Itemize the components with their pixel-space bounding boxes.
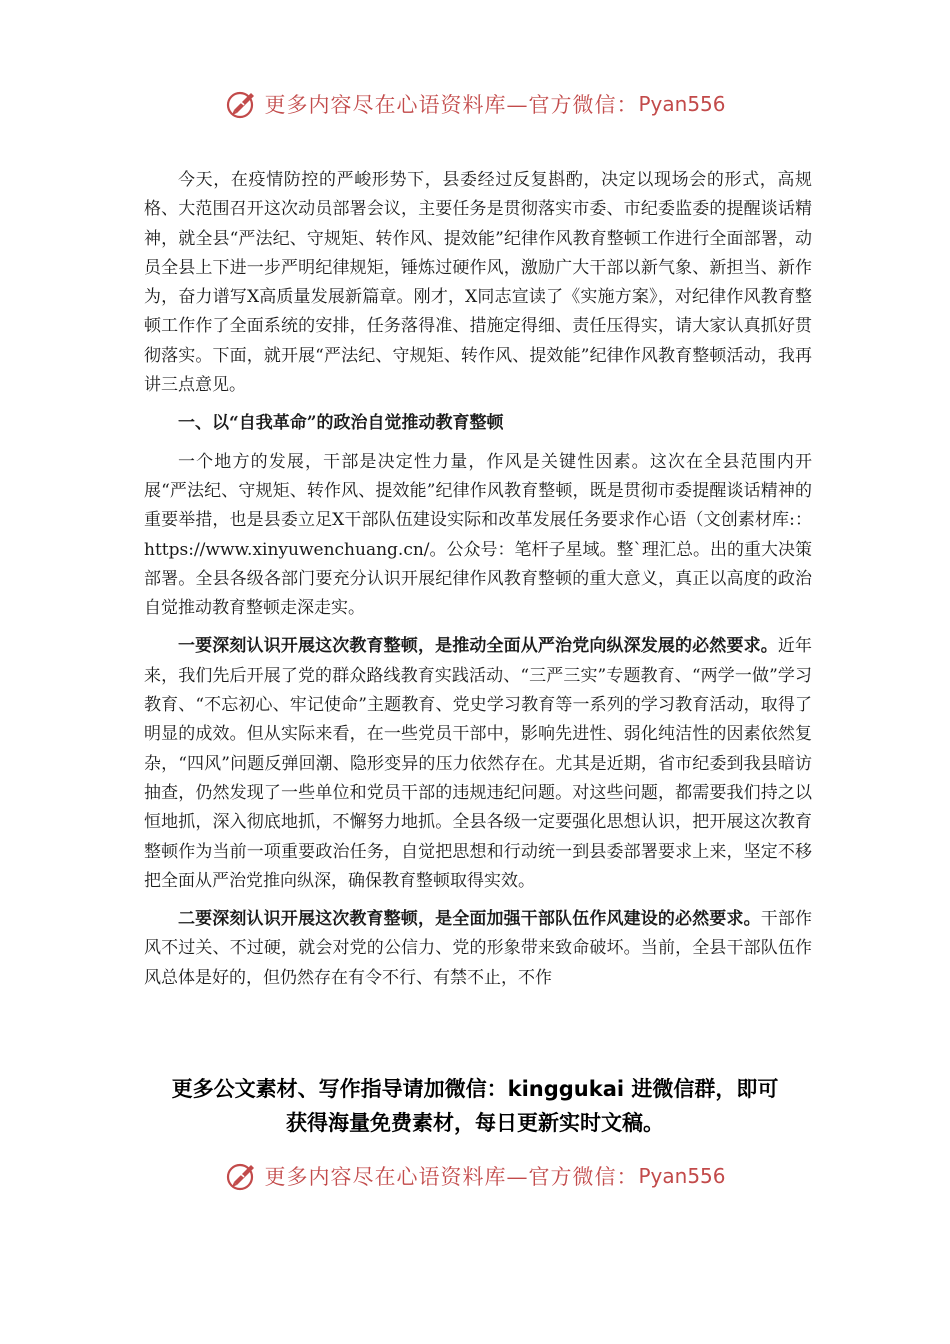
section-heading-1: 一、以“自我革命”的政治自觉推动教育整顿 <box>178 413 504 434</box>
promo-line-2: 获得海量免费素材，每日更新实时文稿。 <box>286 1111 664 1135</box>
pen-logo-icon <box>224 86 260 122</box>
intro-paragraph: 今天，在疫情防控的严峻形势下，县委经过反复斟酌，决定以现场会的形式，高规格、大范围召开这次动员部署会议，主要任务是贯彻落实市委、市纪委监委的提醒谈话精神，就全县“严法纪、守规矩、转作风、提效能”纪律作风教育整顿工作进行全面部署，动员全县上下进一步严明纪律规矩，锤炼过硬作风，激励广大干部以新气象、新担当、新作为，奋力谱写X高质量发展新篇章。刚才，X同志宣读了《实施方案》，对纪律作风教育整顿工作作了全面系统的安排，任务落得准、措施定得细、责任压得实，请大家认真抓好贯彻落实。下面，就开展“严法纪、守规矩、转作风、提效能”纪律作风教育整顿活动，我再讲三点意见。 <box>144 170 812 396</box>
paragraph-3-text: 干部作风不过关、不过硬，就会对党的公信力、党的形象带来致命破坏。当前，全县干部队伍作风总体是好的，但仍然存在有令不行、有禁不止，不作 <box>144 909 813 988</box>
paragraph-3 <box>144 905 812 993</box>
promo-note <box>120 1072 830 1140</box>
watermark-wechat-id: Pyan556 <box>638 1164 726 1188</box>
promo-line-1: 更多公文素材、写作指导请加微信：kinggukai 进微信群，即可 <box>171 1077 779 1101</box>
paragraph-1: 一个地方的发展，干部是决定性力量，作风是关键性因素。这次在全县范围内开展“严法纪、守规矩、转作风、提效能”纪律作风教育整顿，既是贯彻市委提醒谈话精神的重要举措，也是县委立足X干部队伍建设实际和改革发展任务要求作心语（文创素材库:：https://www.xinyuwenchuang.cn/。公众号：笔杆子星域。整`理汇总。出的重大决策部署。全县各级各部门要充分认识开展纪律作风教育整顿的重大意义，真正以高度的政治自觉推动教育整顿走深走实。 <box>144 451 813 619</box>
document-body <box>144 166 812 1002</box>
watermark-text: 更多内容尽在心语资料库—官方微信： <box>264 93 639 117</box>
pen-logo-icon <box>224 1158 260 1194</box>
watermark-footer <box>0 1156 950 1196</box>
paragraph-2-text: 近年来，我们先后开展了党的群众路线教育实践活动、“三严三实”专题教育、“两学一做”学习教育、“不忘初心、牢记使命”主题教育、党史学习教育等一系列的学习教育活动，取得了明显的成效。但从实际来看，在一些党员干部中，影响先进性、弱化纯洁性的因素依然复杂，“四风”问题反弹回潮、隐形变异的压力依然存在。尤其是近期，省市纪委到我县暗访抽查，仍然发现了一些单位和党员干部的违规违纪问题。对这些问题，都需要我们持之以恒地抓，深入彻底地抓，不懈努力地抓。全县各级一定要强化思想认识，把开展这次教育整顿作为当前一项重要政治任务，自觉把思想和行动统一到县委部署要求上来，坚定不移把全面从严治党推向纵深，确保教育整顿取得实效。 <box>144 636 812 891</box>
paragraph-2-lead: 一要深刻认识开展这次教育整顿，是推动全面从严治党向纵深发展的必然要求。 <box>178 636 778 657</box>
paragraph-2 <box>144 632 812 896</box>
watermark-wechat-id: Pyan556 <box>638 92 726 116</box>
paragraph-3-lead: 二要深刻认识开展这次教育整顿，是全面加强干部队伍作风建设的必然要求。 <box>178 909 761 930</box>
watermark-header <box>0 84 950 124</box>
watermark-text: 更多内容尽在心语资料库—官方微信： <box>264 1165 639 1189</box>
